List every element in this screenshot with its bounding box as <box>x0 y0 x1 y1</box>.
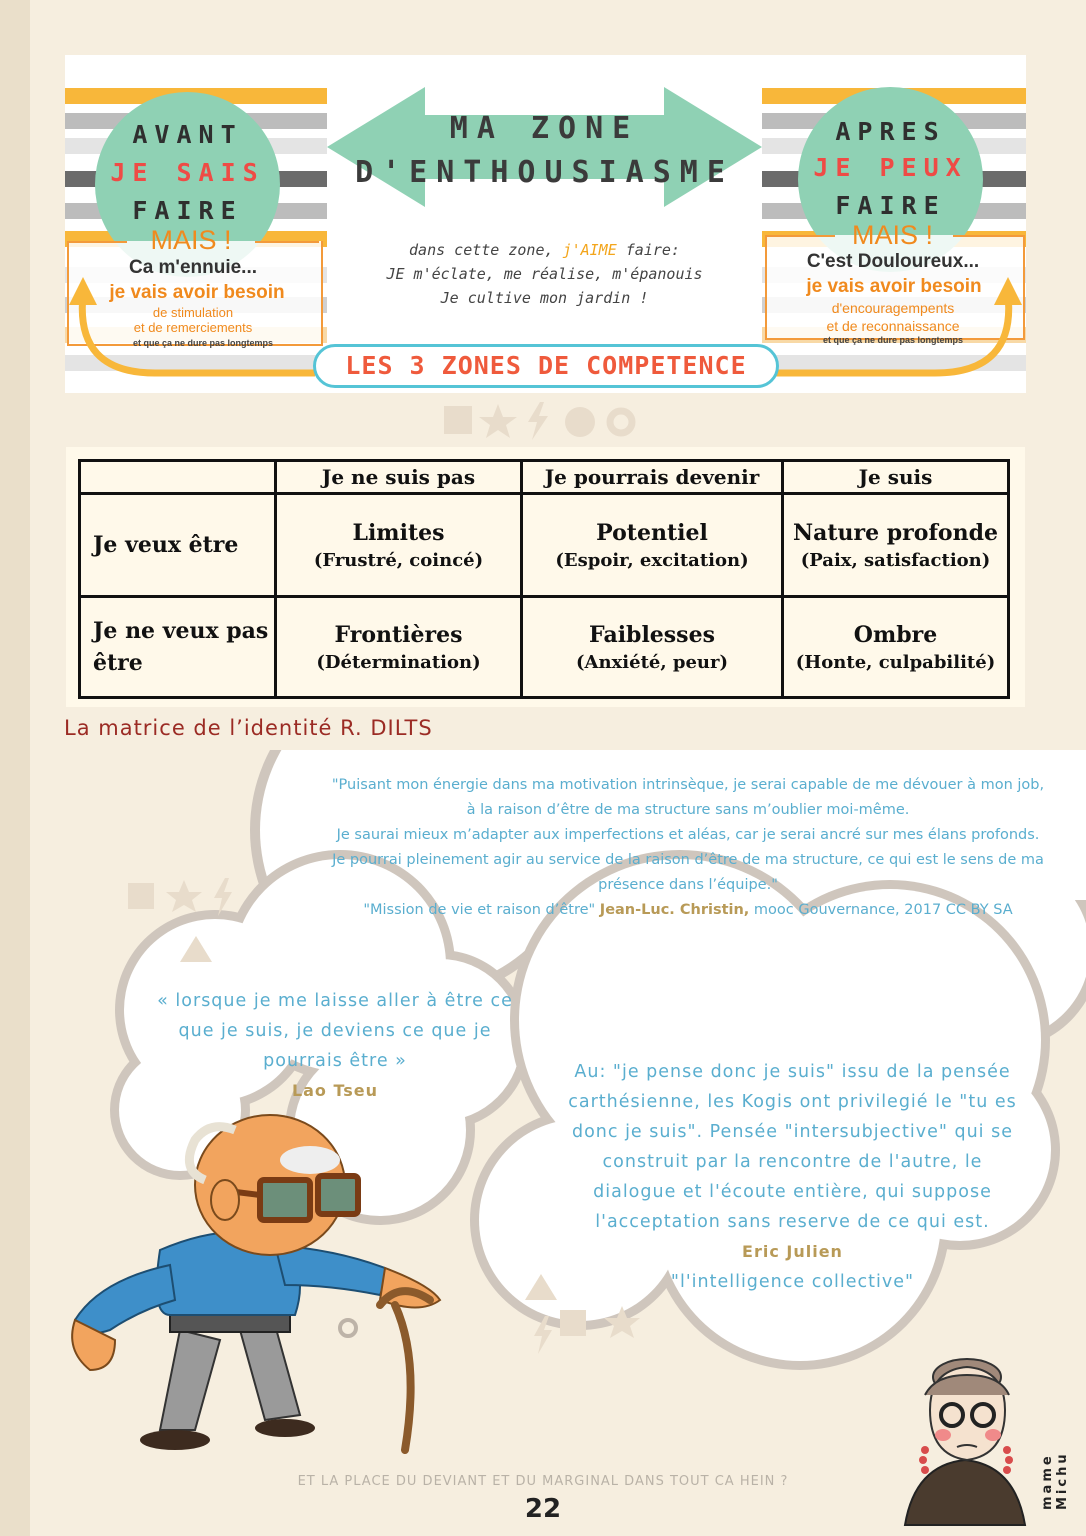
quote-line: Je saurai mieux m’adapter aux imperfections et aléas, car je serai ancré sur mes élans profonds. <box>336 827 1040 843</box>
cell-sub: (Paix, satisfaction) <box>800 549 991 571</box>
left-quote <box>150 986 520 1106</box>
cell-main: Potentiel <box>596 519 708 546</box>
header-cell: Je pourrais devenir <box>522 461 783 494</box>
square-icon <box>444 406 472 434</box>
avant-verb: FAIRE <box>132 196 243 225</box>
quote-line: Je pourrai pleinement agir au service de la raison d’être de ma structure, ce qui est le sens de ma <box>332 852 1044 868</box>
row-label: Je veux être <box>80 494 276 597</box>
left-curved-arrow <box>82 295 315 373</box>
apres-line4: et de reconnaissance <box>826 318 960 334</box>
quote-line: à la raison d’être de ma structure sans m’oublier moi-même. <box>466 802 910 818</box>
table-row <box>80 597 1009 698</box>
identity-matrix-table <box>78 459 1010 699</box>
cell-sub: (Frustré, coincé) <box>313 549 484 571</box>
row-label: Je ne veux pas être <box>80 597 276 698</box>
quote-line: présence dans l’équipe." <box>598 877 778 893</box>
cell-main: Frontières <box>334 621 463 648</box>
header-cell: Je ne suis pas <box>276 461 522 494</box>
cell-main: Ombre <box>853 621 938 648</box>
lightning-icon <box>528 402 548 440</box>
apres-line3: d'encouragempents <box>831 300 955 316</box>
double-arrow-icon <box>327 67 762 227</box>
quote-line: pourrais être » <box>263 1051 407 1071</box>
quote-line: que je suis, je deviens ce que je <box>178 1021 492 1041</box>
avant-line2: je vais avoir besoin <box>109 282 285 303</box>
cell-sub: (Détermination) <box>316 651 481 673</box>
quote-line: "Puisant mon énergie dans ma motivation intrinsèque, je serai capable de me dévouer à mon job, <box>331 777 1045 793</box>
zone-title-2: D'ENTHOUSIASME <box>355 155 734 190</box>
cell-sub: (Espoir, excitation) <box>555 549 749 571</box>
quote-author: Lao Tseu <box>291 1081 379 1100</box>
apres-line5: et que ça ne dure pas longtemps <box>822 335 964 345</box>
quote-author: Eric Julien <box>742 1242 843 1261</box>
table-cell <box>783 494 1009 597</box>
table-cell <box>276 597 522 698</box>
table-cell <box>276 494 522 597</box>
quote-line: carthésienne, les Kogis ont privilegié le "tu es <box>568 1092 1017 1112</box>
old-man-illustration <box>60 1100 450 1460</box>
apres-highlight: JE PEUX <box>813 153 968 182</box>
header-cell <box>80 461 276 494</box>
cell-main: Limites <box>352 519 445 546</box>
table-cell <box>522 494 783 597</box>
decorative-shapes <box>440 400 640 444</box>
circle-icon <box>565 407 595 437</box>
apres-verb: FAIRE <box>835 191 946 220</box>
quote-line: Au: "je pense donc je suis" issu de la pensée <box>574 1062 1011 1082</box>
right-arrowhead <box>994 277 1022 305</box>
avant-line1: Ca m'ennuie... <box>128 257 258 278</box>
square-icon <box>560 1310 586 1336</box>
avant-line4: et de remerciements <box>133 320 253 335</box>
apres-line1: C'est Douloureux... <box>806 251 980 272</box>
avant-but: MAIS ! <box>150 225 232 255</box>
quote-source: "Mission de vie et raison d’être" Jean-Luc. Christin, mooc Gouvernance, 2017 CC BY SA <box>363 902 1013 918</box>
matrix-caption: La matrice de l’identité R. DILTS <box>64 716 433 740</box>
top-quote <box>298 773 1078 923</box>
square-icon <box>128 883 154 909</box>
quote-book: "l'intelligence collective" <box>670 1272 915 1292</box>
quote-line: l'acceptation sans reserve de ce qui est. <box>595 1212 990 1232</box>
ring-icon <box>610 411 632 433</box>
apres-title: APRES <box>835 117 946 146</box>
left-arrowhead <box>69 277 97 305</box>
zone-desc-1: dans cette zone, j'AIME faire: <box>409 241 680 259</box>
competence-zones-banner <box>65 55 1026 393</box>
zone-desc-2: JE m'éclate, me réalise, m'épanouis <box>386 265 703 283</box>
table-row <box>80 494 1009 597</box>
zone-desc-3: Je cultive mon jardin ! <box>440 289 649 307</box>
banner-title-pill: LES 3 ZONES DE COMPETENCE <box>313 344 779 388</box>
apres-but: MAIS ! <box>851 220 933 250</box>
avant-highlight: JE SAIS <box>110 158 265 187</box>
avant-title: AVANT <box>132 120 243 149</box>
quote-line: « lorsque je me laisse aller à être ce <box>157 991 513 1011</box>
cell-sub: (Anxiété, peur) <box>575 651 728 673</box>
footer-text: ET LA PLACE DU DEVIANT ET DU MARGINAL DANS TOUT CA HEIN ? <box>297 1474 789 1489</box>
identity-matrix-wrap <box>66 447 1025 707</box>
header-cell: Je suis <box>783 461 1009 494</box>
star-icon <box>166 880 202 912</box>
table-cell <box>783 597 1009 698</box>
table-cell <box>522 597 783 698</box>
page-number: 22 <box>524 1494 562 1524</box>
quote-line: dialogue et l'écoute entière, qui suppose <box>593 1182 992 1202</box>
avant-line5: et que ça ne dure pas longtemps <box>132 338 274 348</box>
cell-main: Faiblesses <box>589 621 715 648</box>
quote-author: Jean-Luc. Christin, <box>599 902 750 918</box>
cell-main: Nature profonde <box>793 519 998 546</box>
right-quote <box>560 1057 1025 1297</box>
zone-title-1: MA ZONE <box>449 111 640 146</box>
avant-line3: de stimulation <box>152 305 234 320</box>
quote-line: construit par la rencontre de l'autre, le <box>602 1152 983 1172</box>
quote-line: donc je suis". Pensée "intersubjective" qui se <box>571 1122 1013 1142</box>
apres-line2: je vais avoir besoin <box>806 276 982 297</box>
signature: mame Michu <box>1040 1451 1070 1510</box>
cell-sub: (Honte, culpabilité) <box>795 651 996 673</box>
table-header-row <box>80 461 1009 494</box>
right-curved-arrow <box>775 295 1009 373</box>
star-icon <box>479 404 517 438</box>
